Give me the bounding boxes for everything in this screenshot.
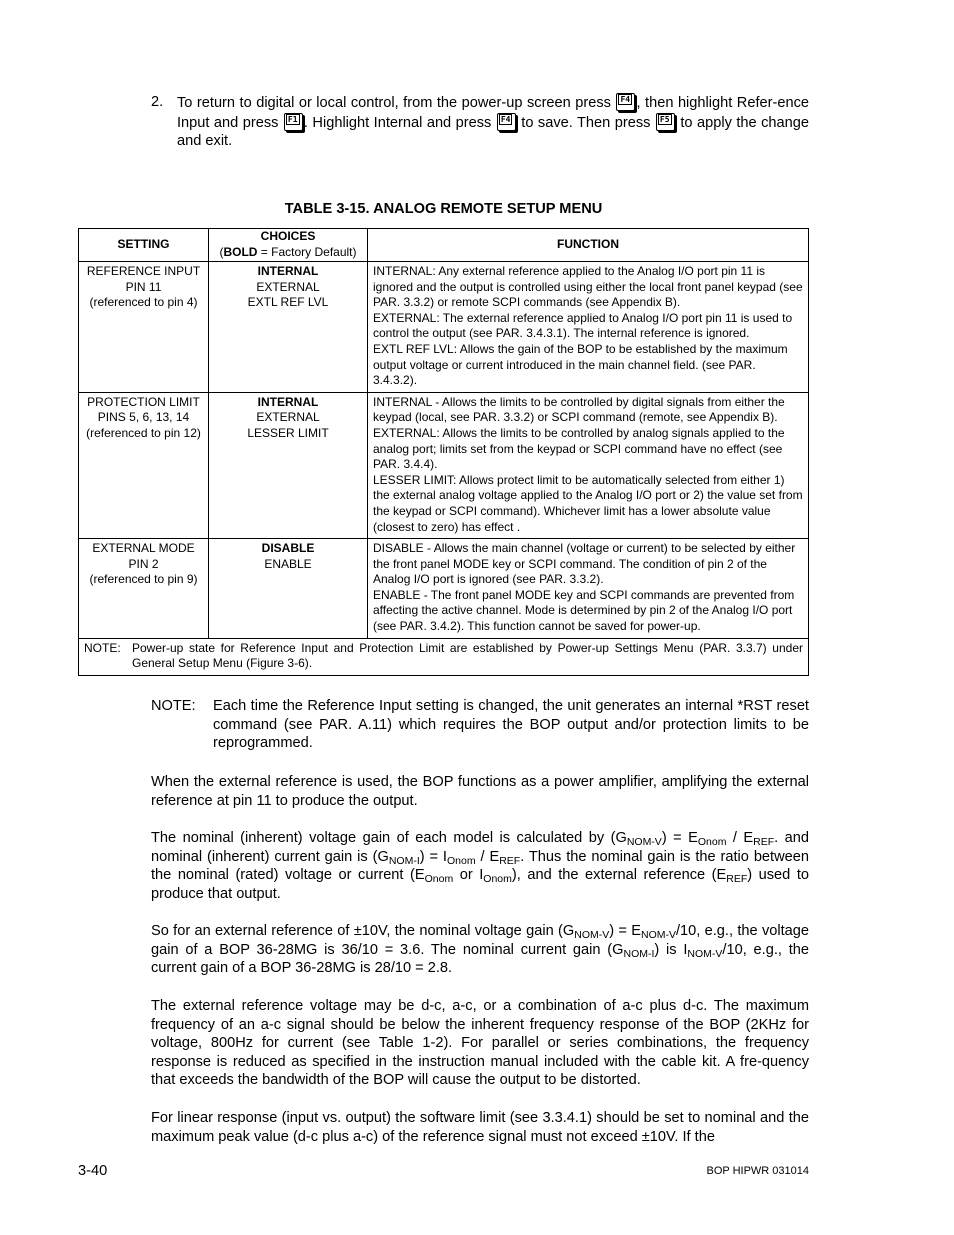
header-function: FUNCTION xyxy=(368,229,809,262)
header-setting: SETTING xyxy=(79,229,209,262)
setting-cell: REFERENCE INPUT PIN 11 (referenced to pin 4) xyxy=(79,262,209,393)
function-cell: INTERNAL - Allows the limits to be controlled by digital signals from either the keypad (local, see PAR. 3.3.2) or SCPI command (remote, see Appendix B). EXTERNAL: Allows the limits to be controlled by analog signals applied to the analog port; limits set from the keypad or SCPI command have no effect (see PAR. 3.4.4). LESSER LIMIT: Allows protect limit to be automatically selected from either 1) the external analog voltage applied to the Analog I/O port or 2) the value set from the keypad or SCPI command). Whichever limit has a lower absolute value (closest to zero) has effect . xyxy=(368,392,809,538)
table-note-row xyxy=(79,638,809,675)
f5-key-icon: F5 xyxy=(656,113,675,131)
table-row xyxy=(79,539,809,639)
setting-cell: PROTECTION LIMIT PINS 5, 6, 13, 14 (referenced to pin 12) xyxy=(79,392,209,538)
table-title: TABLE 3-15. ANALOG REMOTE SETUP MENU xyxy=(284,201,603,217)
paragraph-nominal-gain: The nominal (inherent) voltage gain of each model is calculated by $(G_{NOM-V}) = E_{Onom} / E_{REF}$. and nominal (inherent) current gain is $(G_{NOM-I}) = I_{Onom} / E_{REF}$. Thus the nominal gain is the ratio between the nominal (rated) voltage or current ($E_{Onom}$ or $I_{Onom}$), and the external reference $(E_{REF})$ used to produce that output. xyxy=(151,830,809,902)
step-text: To return to digital or local control, from the power-up screen press F4 , then highlight Refer-ence Input and press F1 . Highlight Internal and press F4 to save. Then press F5 to apply the change and exit. xyxy=(177,95,810,150)
document-id: BOP HIPWR 031014 xyxy=(706,1165,809,1177)
step-2 xyxy=(151,93,809,151)
choices-cell: INTERNAL EXTERNAL EXTL REF LVL xyxy=(209,262,368,393)
paragraph-linear-response: For linear response (input vs. output) the software limit (see 3.3.4.1) should be set to nominal and the maximum peak value (d-c plus a-c) of the reference signal must not exceed ±10V. If the xyxy=(151,1110,809,1145)
f4-key-icon: F4 xyxy=(616,93,635,111)
table-row xyxy=(79,392,809,538)
page-number: 3-40 xyxy=(78,1163,108,1179)
table-note: NOTE: Power-up state for Reference Input and Protection Limit are established by Power-up Settings Menu (PAR. 3.3.7) under General Setup Menu (Figure 3-6). xyxy=(79,638,809,675)
setting-cell: EXTERNAL MODE PIN 2 (referenced to pin 9) xyxy=(79,539,209,639)
function-cell: INTERNAL: Any external reference applied to the Analog I/O port pin 11 is ignored and the output is controlled using either the local front panel keypad (see PAR. 3.3.2) or remote SCPI commands (see Appendix B). EXTERNAL: The external reference applied to Analog I/O port pin 11 is used to control the output (see PAR. 3.4.3.1). The internal reference is ignored. EXTL REF LVL: Allows the gain of the BOP to be established by the maximum output voltage or current introduced in the main channel field. (see PAR. 3.4.3.2). xyxy=(368,262,809,393)
table-row xyxy=(79,262,809,393)
paragraph-reference-voltage: The external reference voltage may be d-c, a-c, or a combination of a-c plus d-c. The maximum frequency of an a-c signal should be below the inherent frequency response of the BOP (2KHz for voltage, 800Hz for current (see Table 1-2). For parallel or series combinations, the frequency response is reduced as specified in the instruction manual included with the cable kit. A fre-quency that exceeds the bandwidth of the BOP will cause the output to be distorted. xyxy=(151,998,809,1089)
table-header-row xyxy=(79,229,809,262)
step-number: 2. xyxy=(151,94,164,110)
header-choices: CHOICES (BOLD = Factory Default) xyxy=(209,229,368,262)
f4-key-icon: F4 xyxy=(497,113,516,131)
f1-key-icon: F1 xyxy=(284,113,303,131)
function-cell: DISABLE - Allows the main channel (voltage or current) to be selected by either the front panel MODE key or SCPI command. The condition of pin 2 of the Analog I/O port is ignored (see PAR. 3.3.2). ENABLE - The front panel MODE key and SCPI commands are prevented from affecting the active channel. Mode is determined by pin 2 of the Analog I/O port (see PAR. 3.4.2). This function cannot be saved for power-up. xyxy=(368,539,809,639)
choices-cell: DISABLE ENABLE xyxy=(209,539,368,639)
paragraph-external-reference-gain: So for an external reference of ±10V, the nominal voltage gain $(G_{NOM-V}) = E_{NOM-V}/10$, e.g., the voltage gain of a BOP 36-28MG is 36/10 = 3.6. The nominal current gain $(G_{NOM-I})$ is $I_{NOM-V}/10$, e.g., the current gain of a BOP 36-28MG is 28/10 = 2.8. xyxy=(151,923,810,977)
paragraph-power-amplifier: When the external reference is used, the BOP functions as a power amplifier, amplifying the external reference at pin 11 to produce the output. xyxy=(151,774,809,809)
analog-remote-setup-table xyxy=(78,228,809,676)
choices-cell: INTERNAL EXTERNAL LESSER LIMIT xyxy=(209,392,368,538)
reference-input-note: NOTE: Each time the Reference Input setting is changed, the unit generates an internal *RST reset command (see PAR. A.11) which requires the BOP output and/or protection limits to be reprogrammed. xyxy=(151,698,809,752)
